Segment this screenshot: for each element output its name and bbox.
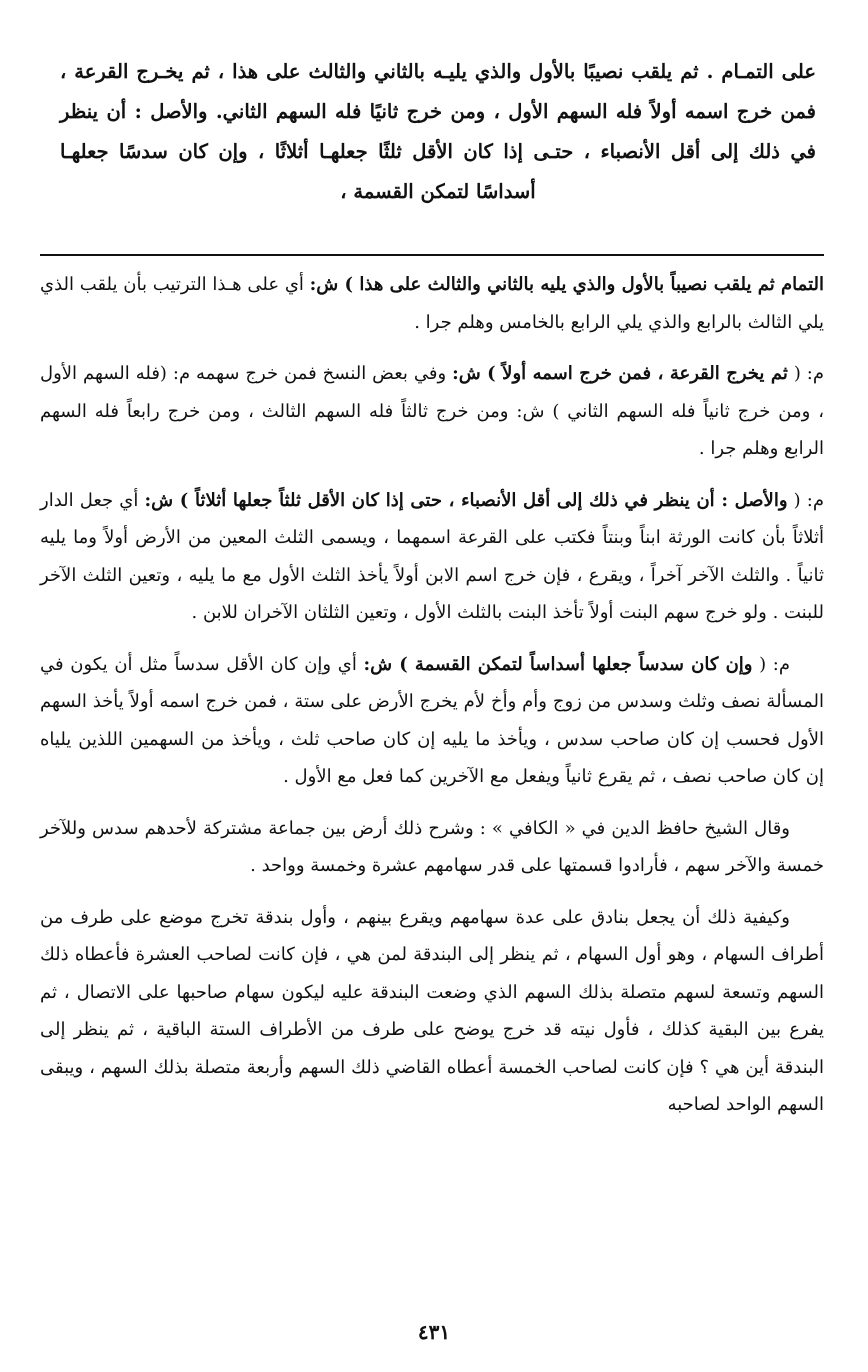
explanation-text: أي جعل الدار أثلاثاً بأن كانت الورثة ابناً وبنتاً فكتب على القرعة اسمهما ، ويسمى الثلث المعين من الأرض أولاً وما يليه ثانياً . والثلث الآخر آخراً ، ويقرع ، فإن خرج اسم الابن أولاً يأخذ الثلث الأول مع ما يليه ، وتعين الثلث الآخر للبنت . ولو خرج سهم البنت أولاً تأخذ البنت بالثلث الأول ، وتعين الثلثان الآخران للابن . xyxy=(40,489,824,623)
explanation-text: وقال الشيخ حافظ الدين في « الكافي » : وشرح ذلك أرض بين جماعة مشتركة لأحدهم سدس وللآخر خمسة والآخر سهم ، فأرادوا قسمتها على قدر سهامهم عشرة وخمسة وواحد . xyxy=(40,817,824,876)
explanation-text: أي وإن كان الأقل سدساً مثل أن يكون في المسألة نصف وثلث وسدس من زوج وأم وأخ لأم يخرج الأرض على ستة ، فمن خرج اسمه أولاً يأخذ السهم الأول فحسب إن كان صاحب سدس ، ويأخذ ما يليه إن كان صاحب ثلث ، ويأخذ من السهمين اللذين يلياه إن كان صاحب نصف ، ثم يقرع ثانياً ويفعل مع الآخرين كما فعل مع الأول . xyxy=(40,653,824,787)
commentary xyxy=(40,266,824,1124)
commentary-paragraph xyxy=(40,482,824,632)
main-text: على التمـام . ثم يلقب نصيبًا بالأول والذي يليـه بالثاني والثالث على هذا ، ثم يخـرج القرعة ، فمن خرج اسمه أولاً فله السهم الأول ، ومن خرج ثانيًا فله السهم الثاني. والأصل : أن ينظر في ذلك إلى أقل الأنصباء ، حتـى إذا كان الأقل ثلثًا جعلهـا أثلاثًا ، وإن كان سدسًا جعلهـا أسداسًا لتمكن القسمة ، xyxy=(60,60,816,203)
commentary-paragraph xyxy=(40,810,824,885)
explanation-text: أي على هـذا الترتيب بأن يلقب الذي يلي الثالث بالرابع والذي يلي الرابع بالخامس وهلم جرا . xyxy=(40,274,824,333)
marker-text: م: ( xyxy=(752,653,790,675)
quoted-text: ثم يخرج القرعة ، فمن خرج اسمه أولاً ) ش: xyxy=(452,363,788,384)
commentary-paragraph xyxy=(40,266,824,341)
explanation-text: وفي بعض النسخ فمن خرج سهمه م: (فله السهم الأول ، ومن خرج ثانياً فله السهم الثاني ) ش: ومن خرج ثالثاً فله السهم الثالث ، ومن خرج رابعاً فله السهم الرابع وهلم جرا . xyxy=(40,363,824,459)
commentary-paragraph xyxy=(40,899,824,1124)
quoted-text: التمام ثم يلقب نصيباً بالأول والذي يليه بالثاني والثالث على هذا ) ش: xyxy=(309,274,824,295)
marker-text: م: ( xyxy=(787,489,824,511)
separator-rule xyxy=(40,254,824,256)
quoted-text: وإن كان سدساً جعلها أسداساً لتمكن القسمة ) ش: xyxy=(363,653,753,675)
explanation-text: وكيفية ذلك أن يجعل بنادق على عدة سهامهم ويقرع بينهم ، وأول بندقة تخرج موضع على طرف من أطراف السهام ، وهو أول السهام ، ثم ينظر إلى البندقة لمن هي ، فإن كانت لصاحب العشرة فأعطاه ذلك السهم وتسعة لسهم متصلة بذلك السهم الذي وضعت البندقة عليه ليكون سهام صاحبها على الاتصال ، ثم يفرع بين البقية كذلك ، فأول نيته قد خرج يوضح على طرف من الأطراف الستة الباقية ، ثم ينظر إلى البندقة أين هي ؟ فإن كانت لصاحب الخمسة أعطاه القاضي ذلك السهم وأربعة متصلة بذلك السهم ، ويبقى السهم الواحد لصاحبه xyxy=(40,906,824,1115)
marker-text: م: ( xyxy=(787,363,825,384)
page-number: ٤٣١ xyxy=(417,1320,451,1344)
commentary-paragraph xyxy=(40,355,824,468)
commentary-paragraph xyxy=(40,646,824,796)
quoted-text: والأصل : أن ينظر في ذلك إلى أقل الأنصباء ، حتى إذا كان الأقل ثلثاً جعلها أثلاثاً ) ش: xyxy=(144,489,788,511)
